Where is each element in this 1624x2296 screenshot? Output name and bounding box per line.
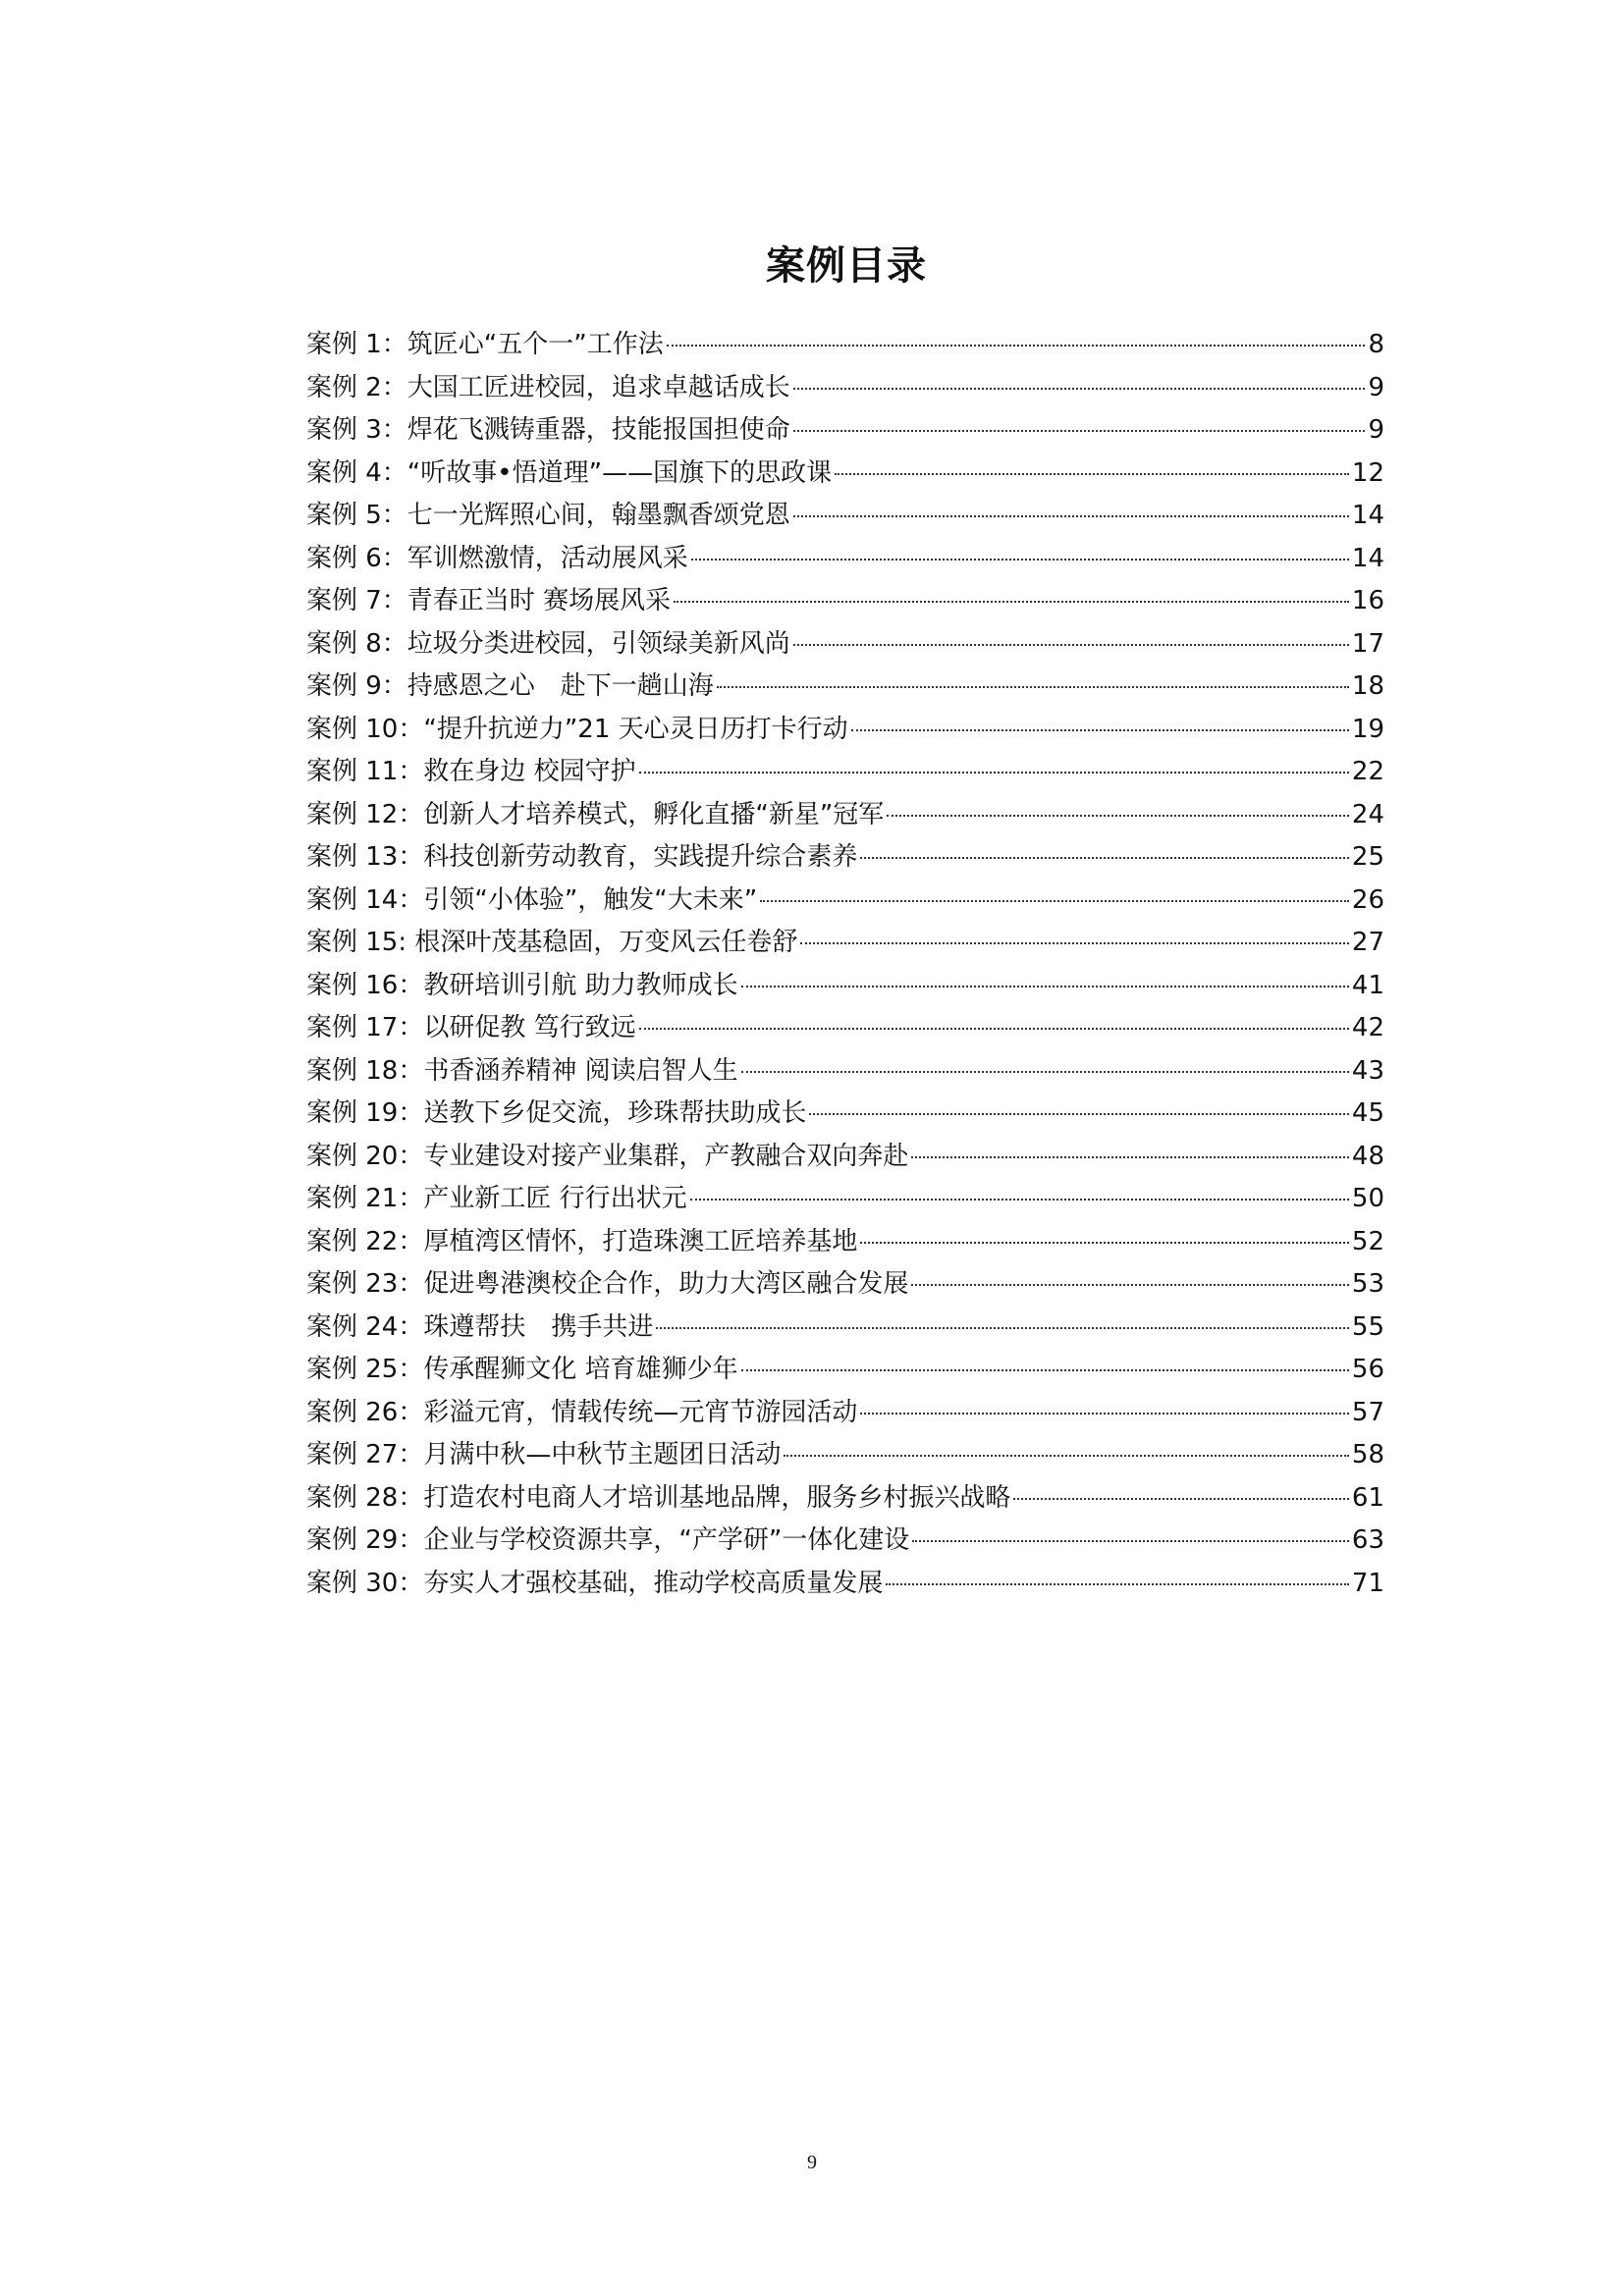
toc-entry[interactable] [306, 367, 1384, 410]
toc-entry-label: 案例 22：厚植湾区情怀，打造珠澳工匠培养基地 [306, 1226, 858, 1256]
toc-dot-leader [1013, 1498, 1349, 1500]
toc-dot-leader [911, 1156, 1349, 1158]
toc-entry-page: 63 [1351, 1525, 1384, 1555]
toc-entry-page: 19 [1351, 714, 1384, 744]
toc-entry-label: 案例 9：持感恩之心 赴下一趟山海 [306, 671, 714, 701]
toc-entry-page: 17 [1351, 628, 1384, 659]
toc-dot-leader [674, 601, 1349, 603]
toc-entry-label: 案例 17：以研促教 笃行致远 [306, 1013, 636, 1042]
toc-entry-page: 14 [1351, 501, 1384, 530]
toc-entry-label: 案例 10：“提升抗逆力”21 天心灵日历打卡行动 [306, 714, 848, 744]
toc-entry[interactable] [306, 1520, 1384, 1563]
toc-entry[interactable] [306, 1434, 1384, 1477]
toc-entry-page: 16 [1351, 586, 1384, 615]
toc-entry-label: 案例 28：打造农村电商人才培训基地品牌，服务乡村振兴战略 [306, 1482, 1011, 1513]
toc-dot-leader [793, 430, 1366, 432]
toc-dot-leader [851, 729, 1349, 731]
toc-dot-leader [860, 1413, 1349, 1415]
toc-entry-label: 案例 30：夯实人才强校基础，推动学校高质量发展 [306, 1568, 884, 1598]
toc-entry[interactable] [306, 623, 1384, 667]
toc-entry[interactable] [306, 965, 1384, 1008]
toc-entry[interactable] [306, 453, 1384, 496]
toc-dot-leader [760, 900, 1349, 902]
toc-entry-label: 案例 26：彩溢元宵，情载传统—元宵节游园活动 [306, 1397, 858, 1427]
toc-dot-leader [860, 857, 1349, 859]
toc-entry-label: 案例 21：产业新工匠 行行出状元 [306, 1184, 687, 1213]
toc-entry-label: 案例 24：珠遵帮扶 携手共进 [306, 1311, 654, 1342]
toc-entry[interactable] [306, 495, 1384, 538]
toc-entry[interactable] [306, 836, 1384, 880]
toc-entry[interactable] [306, 880, 1384, 923]
toc-entry[interactable] [306, 709, 1384, 752]
toc-dot-leader [656, 1327, 1349, 1329]
toc-dot-leader [691, 559, 1349, 561]
toc-entry-label: 案例 29：企业与学校资源共享，“产学研”一体化建设 [306, 1525, 910, 1555]
toc-entry-page: 52 [1351, 1226, 1384, 1256]
toc-entry-page: 12 [1351, 457, 1384, 488]
toc-entry[interactable] [306, 1307, 1384, 1350]
toc-entry-page: 61 [1351, 1482, 1384, 1513]
toc-entry[interactable] [306, 794, 1384, 837]
toc-entry[interactable] [306, 538, 1384, 581]
toc-dot-leader [886, 1583, 1349, 1585]
toc-dot-leader [784, 1455, 1349, 1457]
toc-entry-page: 55 [1351, 1311, 1384, 1342]
toc-entry-page: 57 [1351, 1397, 1384, 1427]
toc-entry-page: 43 [1351, 1055, 1384, 1086]
toc-entry[interactable] [306, 1392, 1384, 1435]
toc-entry-page: 14 [1351, 543, 1384, 573]
toc-entry-page: 18 [1351, 671, 1384, 701]
toc-entry[interactable] [306, 1136, 1384, 1179]
toc-entry-page: 71 [1351, 1568, 1384, 1598]
toc-dot-leader [793, 388, 1366, 390]
toc-entry-label: 案例 1：筑匠心“五个一”工作法 [306, 330, 664, 359]
toc-entry-label: 案例 20：专业建设对接产业集群，产教融合双向奔赴 [306, 1141, 909, 1171]
toc-dot-leader [911, 1284, 1349, 1286]
toc-entry-page: 48 [1351, 1141, 1384, 1171]
toc-entry-label: 案例 23：促进粤港澳校企合作，助力大湾区融合发展 [306, 1269, 909, 1299]
toc-entry-label: 案例 15: 根深叶茂基稳固，万变风云任卷舒 [306, 928, 798, 957]
toc-entry-page: 56 [1351, 1355, 1384, 1384]
toc-entry-page: 42 [1351, 1013, 1384, 1042]
toc-entry[interactable] [306, 409, 1384, 453]
toc-entry-label: 案例 7：青春正当时 赛场展风采 [306, 586, 672, 615]
toc-entry-page: 22 [1351, 757, 1384, 786]
toc-entry-label: 案例 2：大国工匠进校园，追求卓越话成长 [306, 372, 790, 402]
toc-entry[interactable] [306, 1263, 1384, 1307]
toc-dot-leader [639, 1028, 1349, 1030]
toc-entry-page: 50 [1351, 1184, 1384, 1213]
toc-dot-leader [887, 815, 1349, 817]
toc-entry-page: 53 [1351, 1269, 1384, 1299]
toc-entry[interactable] [306, 751, 1384, 794]
toc-dot-leader [717, 686, 1349, 688]
toc-dot-leader [639, 772, 1349, 774]
toc-entry-label: 案例 8：垃圾分类进校园，引领绿美新风尚 [306, 628, 790, 659]
toc-entry-page: 27 [1351, 928, 1384, 957]
toc-entry[interactable] [306, 1477, 1384, 1521]
toc-entry-label: 案例 12：创新人才培养模式，孵化直播“新星”冠军 [306, 799, 885, 829]
toc-entry-label: 案例 14：引领“小体验”，触发“大未来” [306, 884, 758, 915]
page-number: 9 [807, 2152, 817, 2173]
toc-entry[interactable] [306, 1349, 1384, 1392]
toc-entry-page: 8 [1368, 330, 1384, 359]
toc-entry[interactable] [306, 922, 1384, 965]
toc-dot-leader [741, 986, 1349, 988]
toc-dot-leader [667, 345, 1366, 347]
toc-dot-leader [741, 1071, 1349, 1073]
toc-entry[interactable] [306, 580, 1384, 623]
toc-entry-page: 9 [1368, 372, 1384, 402]
toc-dot-leader [912, 1540, 1349, 1542]
table-of-contents [306, 324, 1384, 1605]
toc-dot-leader [860, 1242, 1349, 1244]
toc-dot-leader [690, 1199, 1349, 1201]
toc-dot-leader [800, 942, 1349, 944]
toc-entry[interactable] [306, 666, 1384, 709]
toc-dot-leader [793, 515, 1349, 517]
toc-dot-leader [741, 1369, 1349, 1371]
toc-entry-label: 案例 4：“听故事•悟道理”——国旗下的思政课 [306, 457, 833, 488]
toc-entry-label: 案例 11：救在身边 校园守护 [306, 757, 636, 786]
toc-entry-page: 41 [1351, 970, 1384, 1000]
toc-entry-page: 9 [1368, 415, 1384, 445]
toc-entry-label: 案例 18：书香涵养精神 阅读启智人生 [306, 1055, 738, 1086]
toc-entry[interactable] [306, 1050, 1384, 1094]
toc-entry-label: 案例 19：送教下乡促交流，珍珠帮扶助成长 [306, 1098, 807, 1128]
toc-entry-page: 58 [1351, 1440, 1384, 1469]
toc-entry[interactable] [306, 1093, 1384, 1136]
toc-dot-leader [793, 644, 1349, 646]
toc-entry-label: 案例 6：军训燃激情，活动展风采 [306, 543, 688, 573]
toc-entry-page: 45 [1351, 1098, 1384, 1128]
toc-entry-label: 案例 16：教研培训引航 助力教师成长 [306, 970, 738, 1000]
toc-entry[interactable] [306, 1178, 1384, 1221]
toc-entry[interactable] [306, 324, 1384, 367]
toc-entry-page: 24 [1351, 799, 1384, 829]
toc-entry-label: 案例 27：月满中秋—中秋节主题团日活动 [306, 1440, 782, 1469]
toc-entry[interactable] [306, 1563, 1384, 1606]
toc-dot-leader [809, 1113, 1349, 1115]
toc-entry-page: 25 [1351, 842, 1384, 872]
toc-entry-label: 案例 13：科技创新劳动教育，实践提升综合素养 [306, 842, 858, 872]
toc-entry-label: 案例 25：传承醒狮文化 培育雄狮少年 [306, 1355, 738, 1384]
toc-entry[interactable] [306, 1007, 1384, 1050]
toc-dot-leader [835, 473, 1349, 475]
toc-entry-label: 案例 5：七一光辉照心间，翰墨飘香颂党恩 [306, 501, 790, 530]
toc-entry[interactable] [306, 1221, 1384, 1264]
toc-entry-page: 26 [1351, 884, 1384, 915]
page-title: 案例目录 [766, 242, 927, 289]
toc-entry-label: 案例 3：焊花飞溅铸重器，技能报国担使命 [306, 415, 790, 445]
